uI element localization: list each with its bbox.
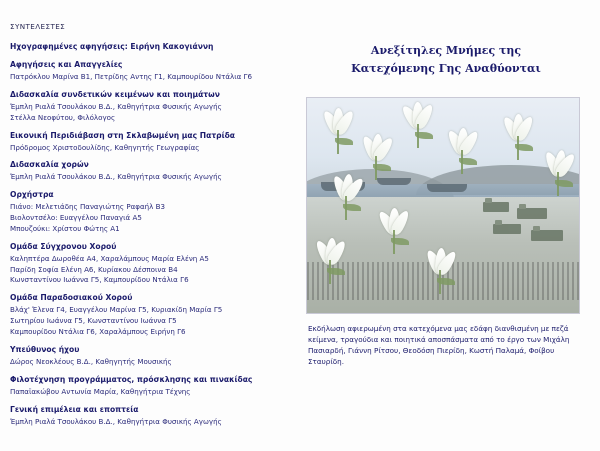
photo-truck-3: [493, 224, 521, 234]
credits-section-heading: Ορχήστρα: [10, 190, 54, 200]
credits-section-line: Καμπουρίδου Ντάλια Γ6, Χαραλάμπους Ειρήνη Γ6: [10, 327, 186, 337]
photo-truck-4: [531, 230, 563, 241]
credits-section-line: Παπαϊακώβου Αντωνία Μαρία, Καθηγήτρια Τέχνης: [10, 386, 191, 396]
credits-section-line: Στέλλα Νεοφύτου, Φιλόλογος: [10, 112, 116, 122]
photo-boat-2: [377, 178, 411, 185]
credits-section-line: Έμπλη Ριαλά Τσουλάκου Β.Δ., Καθηγήτρια Φυσικής Αγωγής: [10, 101, 222, 111]
photo-boat-1: [321, 182, 365, 191]
credits-section-heading: Ομάδα Παραδοσιακού Χορού: [10, 293, 133, 303]
credits-section-line: Πιάνο: Μελετιάδης Παναγιώτης Ραφαήλ Β3: [10, 202, 165, 212]
credits-section-heading: Ηχογραφημένες αφηγήσεις: Ειρήνη Κακογιάννη: [10, 42, 214, 51]
credits-section-line: Σωτηρίου Ιωάννα Γ5, Κωνσταντίνου Ιωάννα Γ5: [10, 316, 177, 326]
credits-section: [8, 242, 298, 285]
credits-section-heading: Διδασκαλία συνδετικών κειμένων και ποιημάτων: [10, 89, 220, 99]
credits-section-line: Βλάχ' Έλενα Γ4, Ευαγγέλου Μαρίνα Γ5, Κυριακίδη Μαρία Γ5: [10, 305, 223, 315]
credits-section-line: Πατρόκλου Μαρίνα Β1, Πετρίδης Αντης Γ1, Καμπουρίδου Ντάλια Γ6: [10, 71, 253, 81]
credits-section: [8, 90, 298, 122]
credits-section-heading: Εικονική Περιδιάβαση στη Σκλαβωμένη μας Πατρίδα: [10, 130, 236, 140]
credits-section-line: Καληπτέρα Δωροθέα Α4, Χαραλάμπους Μαρία Ελένη Α5: [10, 253, 209, 263]
credits-section-line: Έμπλη Ριαλά Τσουλάκου Β.Δ., Καθηγήτρια Φυσικής Αγωγής: [10, 172, 222, 182]
photo-caption: Εκδήλωση αφιερωμένη στα κατεχόμενα μας εδάφη διανθισμένη με πεζά κείμενα, τραγούδια και ποιητικά αποσπάσματα από το έργο των Μιχάλη Πασιαρδή, Γιάννη Ρίτσου, Θεοδόση Πιερίδη, Κωστή Παλαμά, Φοίβου Σταυρίδη.: [308, 324, 570, 366]
credits-column: [8, 22, 298, 432]
feature-column: [300, 30, 592, 367]
credits-section-line: Δώρος Νεοκλέους Β.Δ., Καθηγητής Μουσικής: [10, 356, 172, 366]
credits-section: [8, 345, 298, 366]
photo-truck-1: [483, 202, 509, 212]
credits-section-line: Μπουζούκι: Χρίστου Φώτης Α1: [10, 223, 120, 233]
credits-section: [8, 60, 298, 81]
page-title-line-2: Κατεχόμενης Γης Αναθύονται: [351, 61, 541, 75]
credits-section-heading: Αφηγήσεις και Απαγγελίες: [10, 59, 123, 69]
credits-section: [8, 375, 298, 396]
credits-list: [8, 42, 298, 426]
credits-section: [8, 293, 298, 336]
credits-section: [8, 42, 298, 51]
photo-crowd: [307, 262, 579, 301]
credits-section-line: Κωνσταντίνου Ιωάννα Γ5, Καμπουρίδου Ντάλια Γ6: [10, 275, 189, 285]
credits-section-heading: Φιλοτέχνηση προγράμματος, πρόσκλησης και πινακίδας: [10, 374, 253, 384]
credits-section: [8, 160, 298, 181]
credits-section-heading: Υπεύθυνος ήχου: [10, 344, 80, 354]
credits-section-heading: Διδασκαλία χορών: [10, 160, 89, 170]
credits-section-line: Έμπλη Ριαλά Τσουλάκου Β.Δ., Καθηγήτρια Φυσικής Αγωγής: [10, 416, 222, 426]
credits-section-line: Παρίδη Σοφία Ελένη Α6, Κυρίακου Δέσποινα Β4: [10, 264, 178, 274]
collage-photo: [306, 97, 580, 314]
credits-section-heading: Γενική επιμέλεια και εποπτεία: [10, 404, 139, 414]
credits-section-line: Βιολοντσέλο: Ευαγγέλου Παναγιά Α5: [10, 213, 142, 223]
credits-section-heading: Ομάδα Σύγχρονου Χορού: [10, 241, 117, 251]
photo-truck-2: [517, 208, 547, 219]
page-title: [314, 42, 578, 77]
credits-section: [8, 131, 298, 152]
photo-boat-3: [427, 184, 467, 192]
credits-section: [8, 405, 298, 426]
credits-section: [8, 190, 298, 233]
page-title-line-1: Ανεξίτηλες Μνήμες της: [370, 44, 522, 57]
credits-section-line: Πρόδρομος Χριστοδουλίδης, Καθηγητής Γεωγραφίας: [10, 142, 200, 152]
credits-heading: ΣΥΝΤΕΛΕΣΤΕΣ: [10, 22, 66, 31]
